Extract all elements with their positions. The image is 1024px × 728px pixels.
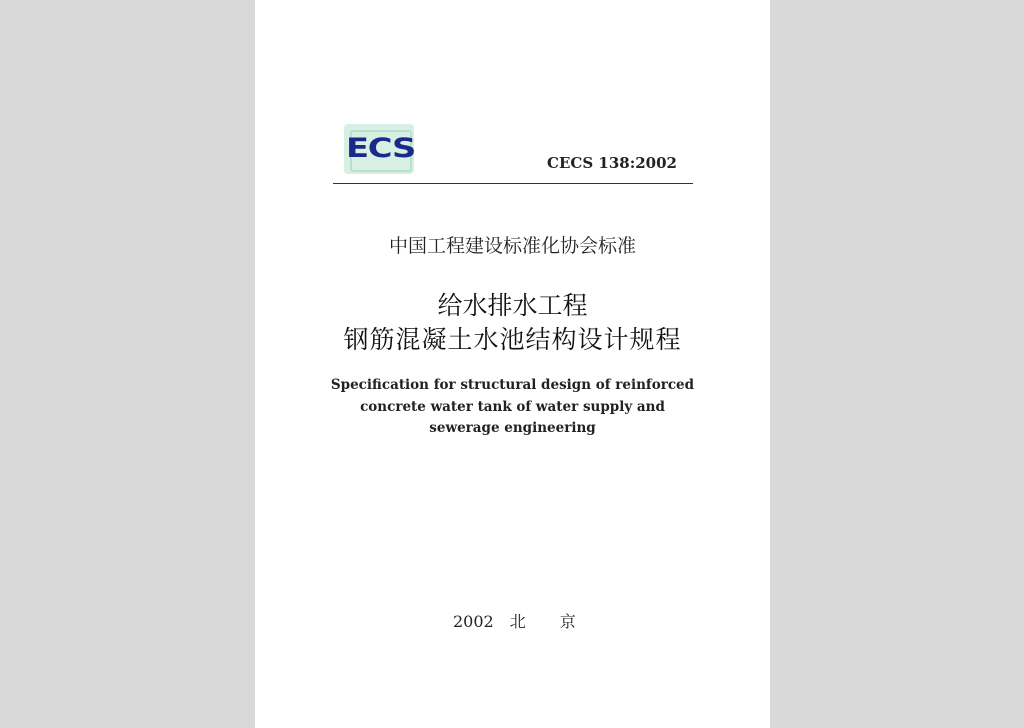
title-cn-line1: 给水排水工程	[437, 291, 588, 320]
document-page	[255, 0, 770, 728]
logo-text: ECS	[346, 133, 416, 164]
standard-code: CECS 138:2002	[547, 154, 677, 172]
publication-footer	[453, 612, 576, 632]
publication-year: 2002	[453, 612, 494, 631]
publication-city-char2: 京	[559, 612, 576, 631]
ecs-logo	[336, 124, 426, 174]
header-divider	[333, 183, 693, 184]
publication-city-char1: 北	[509, 612, 526, 631]
title-en-line3: sewerage engineering	[429, 420, 596, 436]
title-en-line1: Specification for structural design of reinforced	[330, 377, 695, 393]
title-en-line2: concrete water tank of water supply and	[360, 398, 665, 415]
title-en	[255, 375, 770, 440]
title-cn-line2: 钢筋混凝土水池结构设计规程	[343, 325, 682, 354]
association-name: 中国工程建设标准化协会标准	[388, 235, 636, 257]
